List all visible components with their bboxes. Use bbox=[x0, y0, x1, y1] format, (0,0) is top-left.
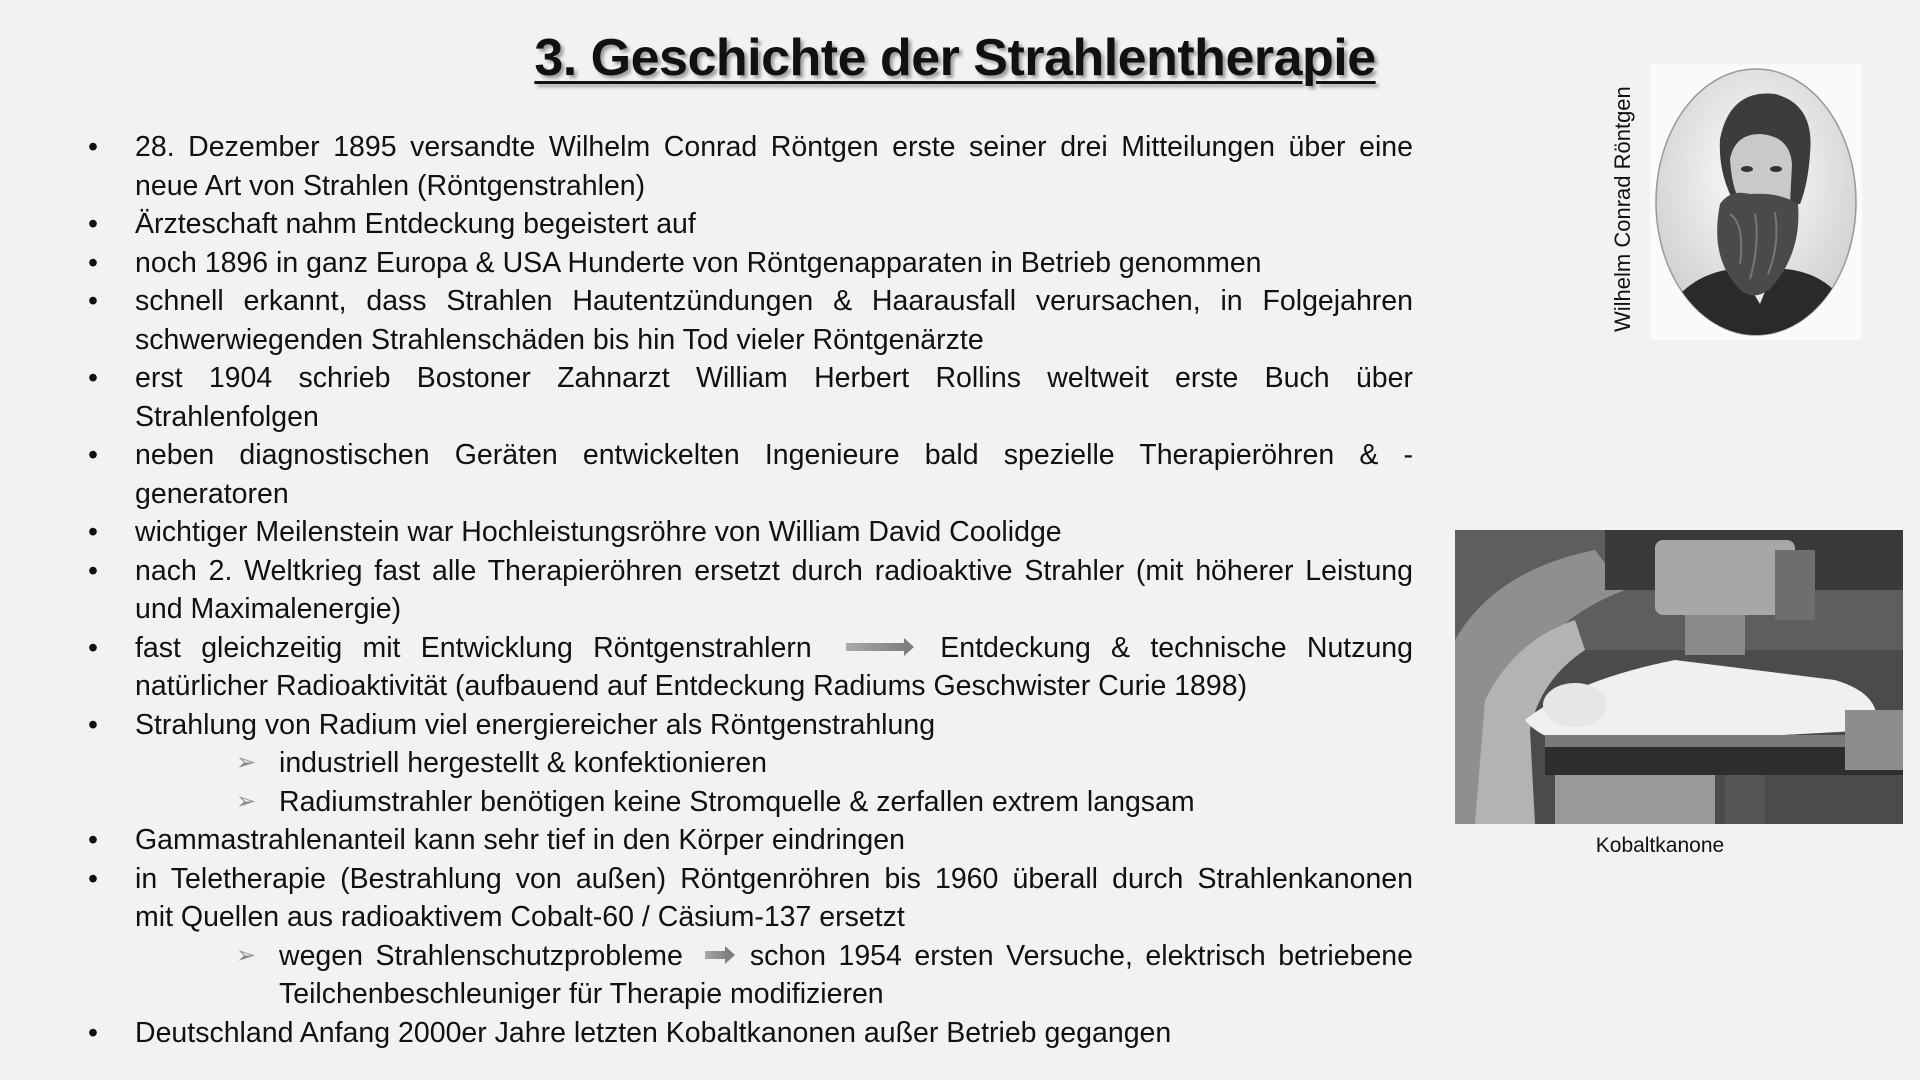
bullet-icon: • bbox=[88, 824, 98, 856]
sub-list-item bbox=[88, 744, 1413, 783]
list-item bbox=[88, 860, 1413, 937]
radiation-head bbox=[1655, 540, 1795, 615]
item-text: neben diagnostischen Geräten entwickelten Ingenieure bald spezielle Therapieröhren & - bbox=[135, 439, 1413, 471]
bullet-icon: • bbox=[88, 285, 98, 317]
bullet-icon: • bbox=[88, 554, 98, 587]
item-text: Deutschland Anfang 2000er Jahre letzten Kobaltkanonen außer Betrieb gegangen bbox=[135, 1016, 1172, 1049]
item-text-part-a: fast gleichzeitig mit Entwicklung Röntgenstrahlern bbox=[135, 631, 812, 664]
arrow-right-icon bbox=[846, 643, 906, 651]
item-text-cont: generatoren bbox=[135, 477, 289, 510]
item-text-cont: natürlicher Radioaktivität (aufbauend auf Entdeckung Radiums Geschwister Curie 1898) bbox=[135, 670, 1248, 702]
list-item bbox=[88, 706, 1413, 745]
sub-item-text: Radiumstrahler benötigen keine Stromquelle & zerfallen extrem langsam bbox=[279, 785, 1195, 818]
bullet-icon: • bbox=[88, 362, 98, 394]
bullet-icon: • bbox=[88, 516, 98, 548]
item-text-part-b: Entdeckung & technische Nutzung bbox=[940, 631, 1414, 664]
bullet-icon: • bbox=[88, 708, 98, 741]
item-text-cont: schwerwiegenden Strahlenschäden bis hin Tod vieler Röntgenärzte bbox=[135, 323, 984, 356]
item-text-cont: mit Quellen aus radioaktivem Cobalt-60 / Cäsium-137 ersetzt bbox=[135, 901, 905, 933]
bullet-icon: • bbox=[88, 246, 98, 279]
list-item bbox=[88, 552, 1413, 629]
list-item bbox=[88, 205, 1413, 244]
item-text-cont: und Maximalenergie) bbox=[135, 593, 402, 625]
sub-item-text-cont: Teilchenbeschleuniger für Therapie modifizieren bbox=[279, 978, 884, 1010]
sub-arrow-icon: ➢ bbox=[236, 787, 257, 815]
sub-arrow-icon: ➢ bbox=[236, 749, 257, 776]
item-text: erst 1904 schrieb Bostoner Zahnarzt William Herbert Rollins weltweit erste Buch über bbox=[135, 362, 1413, 394]
sub-item-text bbox=[279, 937, 1413, 976]
bullet-icon: • bbox=[88, 862, 98, 895]
item-text bbox=[135, 629, 1413, 668]
item-text: schnell erkannt, dass Strahlen Hautentzündungen & Haarausfall verursachen, in Folgejahren bbox=[135, 285, 1413, 317]
item-text: nach 2. Weltkrieg fast alle Therapieröhren ersetzt durch radioaktive Strahler (mit höherer Leistung bbox=[135, 554, 1413, 587]
portrait-illustration bbox=[1650, 64, 1862, 340]
photo-caption: Kobaltkanone bbox=[1595, 834, 1725, 857]
arrow-right-icon bbox=[705, 951, 727, 959]
list-item bbox=[88, 821, 1413, 860]
bullet-icon: • bbox=[88, 439, 98, 471]
cobalt-cannon-illustration bbox=[1455, 530, 1903, 824]
sub-list-item bbox=[88, 783, 1413, 822]
sub-arrow-icon: ➢ bbox=[236, 941, 257, 969]
sub-list-item bbox=[88, 937, 1413, 1014]
list-item bbox=[88, 359, 1413, 436]
portrait-label: Wilhelm Conrad Röntgen bbox=[1610, 86, 1635, 332]
item-text: noch 1896 in ganz Europa & USA Hunderte von Röntgenapparaten in Betrieb genommen bbox=[135, 246, 1262, 279]
bullet-icon: • bbox=[88, 631, 98, 664]
bullet-list bbox=[88, 128, 1413, 1052]
sub-item-text-part-b: schon 1954 ersten Versuche, elektrisch betriebene bbox=[749, 939, 1413, 972]
item-text: wichtiger Meilenstein war Hochleistungsröhre von William David Coolidge bbox=[135, 516, 1062, 548]
sub-item-text-part-a: wegen Strahlenschutzprobleme bbox=[279, 939, 683, 972]
item-text: in Teletherapie (Bestrahlung von außen) Röntgenröhren bis 1960 überall durch Strahlenkanonen bbox=[135, 862, 1413, 895]
bullet-icon: • bbox=[88, 208, 98, 240]
sub-item-text: industriell hergestellt & konfektionieren bbox=[279, 747, 767, 779]
bullet-icon: • bbox=[88, 131, 98, 163]
list-item bbox=[88, 282, 1413, 359]
list-item bbox=[88, 1014, 1413, 1053]
list-item bbox=[88, 128, 1413, 205]
slide-title: 3. Geschichte der Strahlentherapie bbox=[534, 29, 1376, 87]
portrait-image bbox=[1650, 64, 1862, 340]
item-text: Strahlung von Radium viel energiereicher als Röntgenstrahlung bbox=[135, 708, 936, 741]
bullet-icon: • bbox=[88, 1016, 98, 1049]
item-text-cont: Strahlenfolgen bbox=[135, 400, 319, 433]
item-text: 28. Dezember 1895 versandte Wilhelm Conrad Röntgen erste seiner drei Mitteilungen über eine bbox=[135, 131, 1413, 163]
item-text: Gammastrahlenanteil kann sehr tief in den Körper eindringen bbox=[135, 824, 905, 856]
item-text: Ärzteschaft nahm Entdeckung begeistert auf bbox=[135, 208, 696, 240]
cobalt-cannon-photo bbox=[1455, 530, 1903, 824]
list-item bbox=[88, 629, 1413, 706]
item-text-cont: neue Art von Strahlen (Röntgenstrahlen) bbox=[135, 169, 646, 202]
list-item bbox=[88, 244, 1413, 283]
list-item bbox=[88, 513, 1413, 552]
list-item bbox=[88, 436, 1413, 513]
